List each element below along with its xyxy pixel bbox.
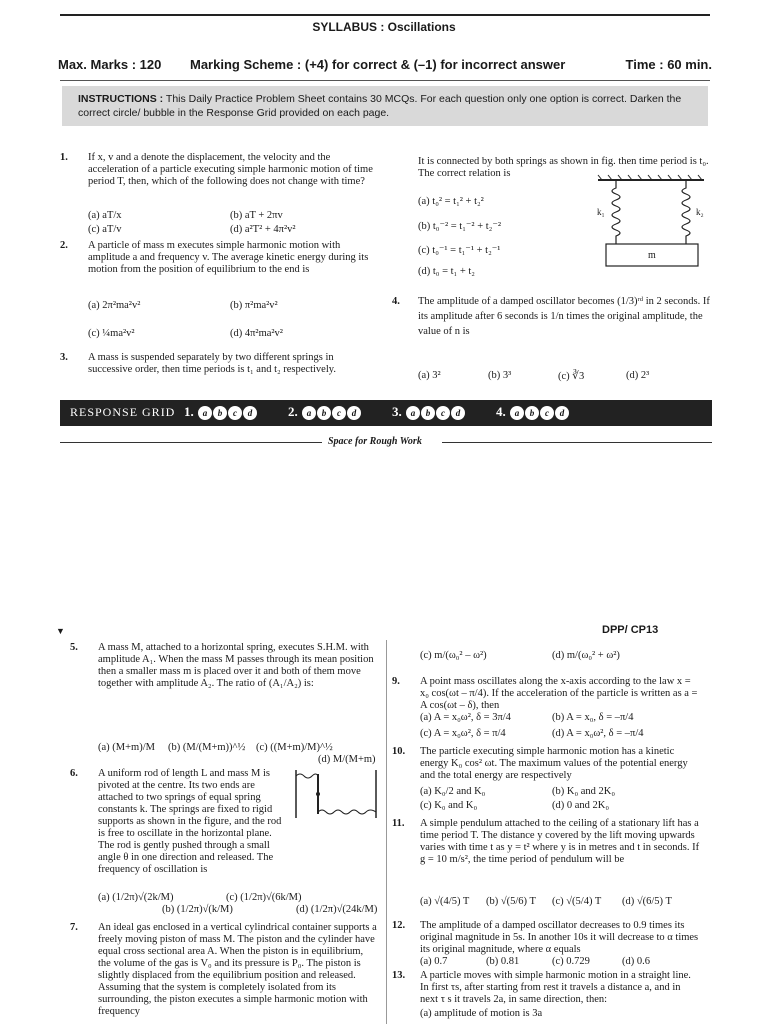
q4-number: 4. <box>392 296 400 307</box>
q3-text-continued: It is connected by both springs as shown in fig. then time period is t₀. The correct relation is <box>418 156 709 179</box>
q11-text: A simple pendulum attached to the ceiling of a stationary lift has a time period T. The distance y covered by the lift moving upwards varies with time t as y = t² where y is in metres and t in seconds. If g = 10 m/s², the time period of pendulum will be <box>420 818 700 865</box>
q5-option-a[interactable]: (a) (M+m)/M <box>98 742 155 753</box>
q8-option-d[interactable]: (d) m/(ω₀² + ω²) <box>552 650 620 661</box>
q4-option-c[interactable]: (c) ∛3 <box>558 371 585 382</box>
q11-option-a[interactable]: (a) √(4/5) T <box>420 896 470 907</box>
response-grid <box>60 400 712 426</box>
rough-work-label: Space for Rough Work <box>328 436 422 447</box>
q7-number: 7. <box>70 922 78 933</box>
q3-option-d[interactable]: (d) t₀ = t₁ + t₂ <box>418 266 475 277</box>
q12-number: 12. <box>392 920 406 931</box>
q1-option-d[interactable]: (d) a²T² + 4π²v² <box>230 224 296 235</box>
q9-text: A point mass oscillates along the x-axis according to the law x = x₀ cos(ωt – π/4). If the acceleration of the particle is written as a = A cos(ωt – δ), then <box>420 676 698 711</box>
response-grid-item-1[interactable]: 1. a b c d <box>184 404 257 420</box>
q3-option-b[interactable]: (b) t₀⁻² = t₁⁻² + t₂⁻² <box>418 221 502 232</box>
q4-option-b[interactable]: (b) 3³ <box>488 370 512 381</box>
q3-figure-mass: m <box>648 250 656 261</box>
q6-option-b[interactable]: (b) (1/2π)√(k/M) <box>162 904 233 915</box>
header-divider <box>60 80 710 81</box>
q12-text: The amplitude of a damped oscillator decreases to 0.9 times its original magnitude in 5s. In another 10s it will decrease to α times its original magnitude, where α equals <box>420 920 699 955</box>
q10-option-d[interactable]: (d) 0 and 2K₀ <box>552 800 610 811</box>
q3-figure-k1: k₁ <box>597 207 605 217</box>
q5-option-b[interactable]: (b) (M/(M+m))^½ <box>168 742 246 753</box>
page2-corner-right: DPP/ CP13 <box>602 624 659 636</box>
q2-number: 2. <box>60 240 68 251</box>
q6-option-d[interactable]: (d) (1/2π)√(24k/M) <box>296 904 378 915</box>
q10-number: 10. <box>392 746 406 757</box>
q9-number: 9. <box>392 676 400 687</box>
q3-number: 3. <box>60 352 68 363</box>
q2-option-a[interactable]: (a) 2π²ma²v² <box>88 300 141 311</box>
q5-text: A mass M, attached to a horizontal spring, executes S.H.M. with amplitude A₁. When the mass M passes through its mean position then a smaller mass m is placed over it and both of them move together with amplitude A₂. The ratio of (A₁/A₂) is: <box>98 642 374 689</box>
q5-option-c[interactable]: (c) ((M+m)/M)^½ <box>256 742 333 753</box>
q6-rod-figure <box>292 768 382 822</box>
q8-option-c[interactable]: (c) m/(ω₀² – ω²) <box>420 650 487 661</box>
q2-option-c[interactable]: (c) ¼ma²v² <box>88 328 135 339</box>
rough-work-rule-right <box>442 442 712 443</box>
q10-option-c[interactable]: (c) K₀ and K₀ <box>420 800 478 811</box>
q10-option-b[interactable]: (b) K₀ and 2K₀ <box>552 786 616 797</box>
q12-option-c[interactable]: (c) 0.729 <box>552 956 590 967</box>
q2-option-b[interactable]: (b) π²ma²v² <box>230 300 278 311</box>
q3-option-a[interactable]: (a) t₀² = t₁² + t₂² <box>418 196 484 207</box>
rough-work-rule-left <box>60 442 322 443</box>
q11-option-b[interactable]: (b) √(5/6) T <box>486 896 536 907</box>
q1-text: If x, v and a denote the displacement, the velocity and the acceleration of a particle executing simple harmonic motion of time period T, then, which of the following does not change with time? <box>88 152 373 187</box>
response-grid-item-2[interactable]: 2. a b c d <box>288 404 361 420</box>
q9-option-c[interactable]: (c) A = x₀ω², δ = π/4 <box>420 728 506 739</box>
page2-corner-left: ▼ <box>56 626 65 636</box>
time-limit: Time : 60 min. <box>625 57 712 72</box>
instructions-box <box>62 86 708 126</box>
q4-option-d[interactable]: (d) 2³ <box>626 370 650 381</box>
q12-option-a[interactable]: (a) 0.7 <box>420 956 448 967</box>
q9-option-a[interactable]: (a) A = x₀ω², δ = 3π/4 <box>420 712 511 723</box>
q6-text: A uniform rod of length L and mass M is pivoted at the centre. Its two ends are attached to two springs of equal spring constants k. The springs are fixed to rigid supports as shown in the figure, and the rod is free to oscillate in the horizontal plane. The rod is gently pushed through a small angle θ in one direction and released. The frequency of oscillation is <box>98 768 282 875</box>
q9-option-d[interactable]: (d) A = x₀ω², δ = –π/4 <box>552 728 644 739</box>
syllabus-title: SYLLABUS : Oscillations <box>312 20 456 34</box>
response-grid-label: RESPONSE GRID <box>70 405 176 419</box>
q4-option-a[interactable]: (a) 3² <box>418 370 441 381</box>
q2-text: A particle of mass m executes simple harmonic motion with amplitude a and frequency v. The average kinetic energy during its motion from the position of equilibrium to the end is <box>88 240 369 275</box>
q11-number: 11. <box>392 818 405 829</box>
top-rule <box>60 14 710 16</box>
q1-option-a[interactable]: (a) aT/x <box>88 210 122 221</box>
marking-scheme: Marking Scheme : (+4) for correct & (–1) for incorrect answer <box>190 57 566 72</box>
column-divider <box>386 640 387 1024</box>
q3-option-c[interactable]: (c) t₀⁻¹ = t₁⁻¹ + t₂⁻¹ <box>418 245 501 256</box>
response-grid-item-4[interactable]: 4. a b c d <box>496 404 569 420</box>
q10-option-a[interactable]: (a) K₀/2 and K₀ <box>420 786 486 797</box>
instructions-label: INSTRUCTIONS : <box>78 93 164 105</box>
q4-text: The amplitude of a damped oscillator becomes (1/3)ʳᵈ in 2 seconds. If its amplitude after 6 seconds is 1/n times the original amplitude, the value of n is <box>418 296 710 337</box>
q11-option-d[interactable]: (d) √(6/5) T <box>622 896 672 907</box>
q13-option-a[interactable]: (a) amplitude of motion is 3a <box>420 1008 543 1019</box>
q3-figure-k2: k₂ <box>696 207 704 217</box>
q12-option-d[interactable]: (d) 0.6 <box>622 956 650 967</box>
q3-text: A mass is suspended separately by two different springs in successive order, then time periods is t₁ and t₂ respectively. <box>88 352 336 375</box>
q7-text: An ideal gas enclosed in a vertical cylindrical container supports a freely moving piston of mass M. The piston and the cylinder have equal cross sectional area A. When the piston is in equilibrium, the volume of the gas is V₀ and its pressure is P₀. The piston is slightly displaced from the equilibrium position and released. Assuming that the system is completely isolated from its surrounding, the piston executes a simple harmonic motion with frequency <box>98 922 377 1017</box>
q10-text: The particle executing simple harmonic motion has a kinetic energy K₀ cos² ωt. The maximum values of the potential energy and the total energy are respectively <box>420 746 688 781</box>
q9-option-b[interactable]: (b) A = x₀, δ = –π/4 <box>552 712 634 723</box>
q5-option-d[interactable]: (d) M/(M+m) <box>318 754 376 765</box>
q6-number: 6. <box>70 768 78 779</box>
q1-option-c[interactable]: (c) aT/v <box>88 224 122 235</box>
q12-option-b[interactable]: (b) 0.81 <box>486 956 520 967</box>
q13-text: A particle moves with simple harmonic motion in a straight line. In first τs, after starting from rest it travels a distance a, and in next τ s it travels 2a, in same direction, then: <box>420 970 691 1005</box>
q2-option-d[interactable]: (d) 4π²ma²v² <box>230 328 283 339</box>
q11-option-c[interactable]: (c) √(5/4) T <box>552 896 602 907</box>
max-marks: Max. Marks : 120 <box>58 57 162 72</box>
q1-number: 1. <box>60 152 68 163</box>
q6-option-a[interactable]: (a) (1/2π)√(2k/M) <box>98 892 174 903</box>
q13-number: 13. <box>392 970 406 981</box>
q6-option-c[interactable]: (c) (1/2π)√(6k/M) <box>226 892 302 903</box>
instructions-text: This Daily Practice Problem Sheet contains 30 MCQs. For each question only one option is correct. Darken the correct circle/ bubble in the Response Grid provided on each page. <box>78 93 682 119</box>
q5-number: 5. <box>70 642 78 653</box>
response-grid-item-3[interactable]: 3. a b c d <box>392 404 465 420</box>
q1-option-b[interactable]: (b) aT + 2πv <box>230 210 283 221</box>
